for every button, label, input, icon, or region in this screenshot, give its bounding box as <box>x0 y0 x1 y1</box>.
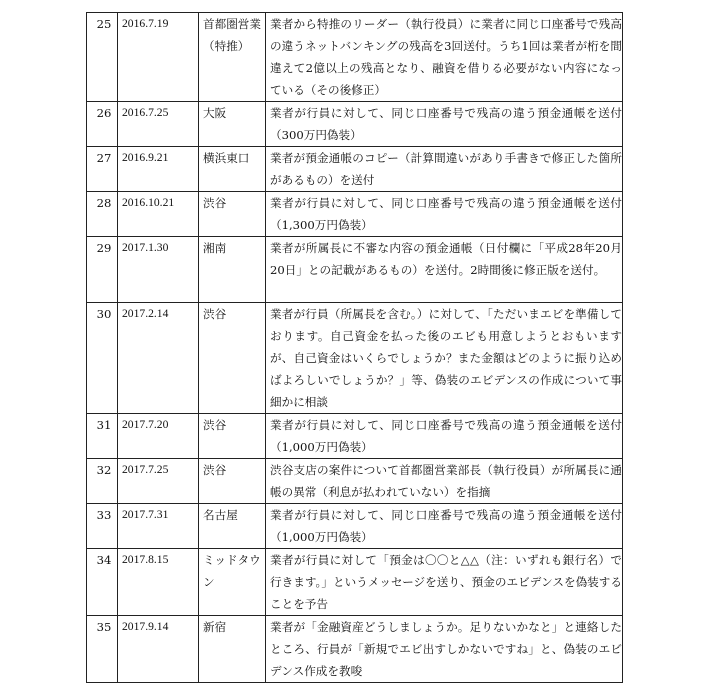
row-date: 2017.7.20 <box>118 414 199 459</box>
row-description: 業者が行員に対して、同じ口座番号で残高の違う預金通帳を送付（1,300万円偽装） <box>266 192 623 237</box>
row-number: 33 <box>87 504 118 549</box>
row-date: 2017.7.25 <box>118 459 199 504</box>
row-number: 34 <box>87 549 118 616</box>
row-number: 30 <box>87 303 118 414</box>
row-description: 業者が所属長に不審な内容の預金通帳（日付欄に「平成28年20月20日」との記載があるもの）を送付。2時間後に修正版を送付。 <box>266 237 623 303</box>
table-row <box>87 504 623 549</box>
table-row <box>87 237 623 303</box>
row-branch: 横浜東口 <box>203 151 250 165</box>
row-number: 31 <box>87 414 118 459</box>
row-number: 29 <box>87 237 118 303</box>
row-date: 2017.9.14 <box>118 616 199 683</box>
row-number: 26 <box>87 102 118 147</box>
row-date: 2017.8.15 <box>118 549 199 616</box>
row-number: 25 <box>87 13 118 102</box>
row-description: 業者が「金融資産どうしましょうか。足りないかなと」と連絡したところ、行員が「新規でエビ出すしかないですね」と、偽装のエビデンス作成を教唆 <box>266 616 623 683</box>
row-description: 業者が行員に対して、同じ口座番号で残高の違う預金通帳を送付（300万円偽装） <box>266 102 623 147</box>
row-date: 2016.9.21 <box>118 147 199 192</box>
row-description: 業者が行員（所属長を含む。）に対して、「ただいまエビを準備しております。自己資金を払った後のエビも用意しようとおもいますが、自己資金はいくらでしょうか？また金額はどのように振り込めばよろしいでしょうか？」等、偽装のエビデンスの作成について事細かに相談 <box>266 303 623 414</box>
row-date: 2016.7.19 <box>118 13 199 102</box>
table-row <box>87 303 623 414</box>
table-row <box>87 192 623 237</box>
row-branch: 名古屋 <box>203 508 238 522</box>
row-description: 業者が預金通帳のコピー（計算間違いがあり手書きで修正した箇所があるもの）を送付 <box>266 147 623 192</box>
row-branch: 渋谷 <box>203 307 227 321</box>
table-row <box>87 147 623 192</box>
row-branch: 新宿 <box>203 620 227 634</box>
row-number: 35 <box>87 616 118 683</box>
row-date: 2017.2.14 <box>118 303 199 414</box>
table-row <box>87 616 623 683</box>
row-date: 2016.10.21 <box>118 192 199 237</box>
row-number: 32 <box>87 459 118 504</box>
table-row <box>87 13 623 102</box>
row-branch: 首都圏営業 （特推） <box>203 17 261 53</box>
incident-table <box>86 12 623 683</box>
row-date: 2016.7.25 <box>118 102 199 147</box>
row-number: 28 <box>87 192 118 237</box>
table-row <box>87 549 623 616</box>
row-description: 業者から特推のリーダー（執行役員）に業者に同じ口座番号で残高の違うネットバンキングの残高を3回送付。うち1回は業者が桁を間違えて2億以上の残高となり、融資を借りる必要がない内容になっている（その後修正） <box>266 13 623 102</box>
table-row <box>87 459 623 504</box>
row-branch: 大阪 <box>203 106 227 120</box>
row-branch: ミッドタウ ン <box>203 553 261 589</box>
table-row <box>87 414 623 459</box>
row-description: 業者が行員に対して、同じ口座番号で残高の違う預金通帳を送付（1,000万円偽装） <box>266 414 623 459</box>
row-branch: 渋谷 <box>203 418 227 432</box>
row-description: 渋谷支店の案件について首都圏営業部長（執行役員）が所属長に通帳の異常（利息が払われていない）を指摘 <box>266 459 623 504</box>
row-date: 2017.7.31 <box>118 504 199 549</box>
row-branch: 渋谷 <box>203 196 227 210</box>
row-branch: 湘南 <box>203 241 227 255</box>
row-description: 業者が行員に対して「預金は〇〇と△△（注：いずれも銀行名）で行きます。」というメッセージを送り、預金のエビデンスを偽装することを予告 <box>266 549 623 616</box>
row-description: 業者が行員に対して、同じ口座番号で残高の違う預金通帳を送付（1,000万円偽装） <box>266 504 623 549</box>
row-branch: 渋谷 <box>203 463 227 477</box>
table-row <box>87 102 623 147</box>
row-number: 27 <box>87 147 118 192</box>
row-date: 2017.1.30 <box>118 237 199 303</box>
